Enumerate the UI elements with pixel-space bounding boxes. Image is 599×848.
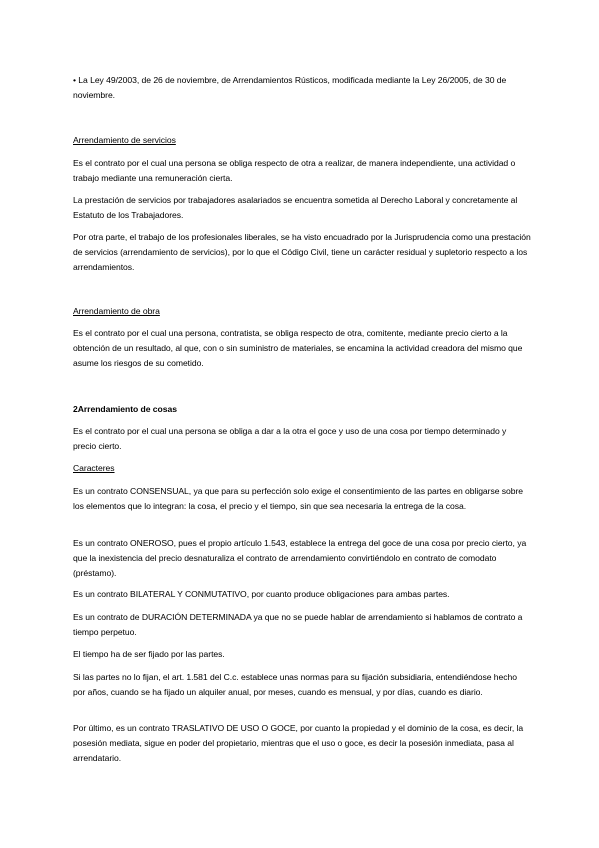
heading-arrendamiento-cosas: 2Arrendamiento de cosas: [73, 404, 177, 414]
heading-arrendamiento-obra: Arrendamiento de obra: [73, 306, 160, 316]
cosas-paragraph-1: Es el contrato por el cual una persona se obliga a dar a la otra el goce y uso de una cosa por tiempo determinado y precio cierto.: [73, 426, 507, 451]
intro-paragraph: • La Ley 49/2003, de 26 de noviembre, de Arrendamientos Rústicos, modificada mediante la Ley 26/2005, de 30 de noviembre.: [73, 75, 507, 100]
caracter-traslativo: Por último, es un contrato TRASLATIVO DE USO O GOCE, por cuanto la propiedad y el dominio de la cosa, es decir, la posesión mediata, sigue en poder del propietario, mientras que el uso o goce, es decir la posesión inmediata, pasa al arrendatario.: [73, 723, 524, 763]
servicios-paragraph-2: La prestación de servicios por trabajadores asalariados se encuentra sometida al Derecho Laboral y concretamente al Estatuto de los Trabajadores.: [73, 195, 518, 220]
heading-caracteres: Caracteres: [73, 463, 115, 473]
servicios-paragraph-3: Por otra parte, el trabajo de los profesionales liberales, se ha visto encuadrado por la Jurisprudencia como una prestación de servicios (arrendamiento de servicios), por lo que el Código Civil, tiene un carácter residual y supletorio respecto a los arrendamientos.: [73, 232, 531, 272]
caracter-consensual: Es un contrato CONSENSUAL, ya que para su perfección solo exige el consentimiento de las partes en obligarse sobre los elementos que lo integran: la cosa, el precio y el tiempo, sin que sea necesaria la entrega de la cosa.: [73, 486, 524, 511]
heading-arrendamiento-servicios: Arrendamiento de servicios: [73, 135, 176, 145]
caracter-duracion: Es un contrato de DURACIÓN DETERMINADA ya que no se puede hablar de arrendamiento si hablamos de contrato a tiempo perpetuo.: [73, 612, 523, 637]
caracter-fijacion-subsidiaria: Si las partes no lo fijan, el art. 1.581 del C.c. establece unas normas para su fijación subsidiaria, entendiéndose hecho por años, cuando se ha fijado un alquiler anual, por meses, cuando es mensual, y por días, cuando es diario.: [73, 672, 517, 697]
servicios-paragraph-1: Es el contrato por el cual una persona se obliga respecto de otra a realizar, de manera independiente, una actividad o trabajo mediante una remuneración cierta.: [73, 158, 516, 183]
obra-paragraph-1: Es el contrato por el cual una persona, contratista, se obliga respecto de otra, comitente, mediante precio cierto a la obtención de un resultado, al que, con o sin suministro de materiales, se encamina la actividad creadora del mismo que asume los riesgos de su cometido.: [73, 328, 523, 368]
caracter-oneroso: Es un contrato ONEROSO, pues el propio artículo 1.543, establece la entrega del goce de una cosa por precio cierto, ya que la inexistencia del precio desnaturaliza el contrato de arrendamiento convirtiéndolo en contrato de comodato (préstamo).: [73, 538, 527, 578]
caracter-tiempo: El tiempo ha de ser fijado por las partes.: [73, 649, 225, 659]
caracter-bilateral: Es un contrato BILATERAL Y CONMUTATIVO, por cuanto produce obligaciones para ambas partes.: [73, 589, 450, 599]
